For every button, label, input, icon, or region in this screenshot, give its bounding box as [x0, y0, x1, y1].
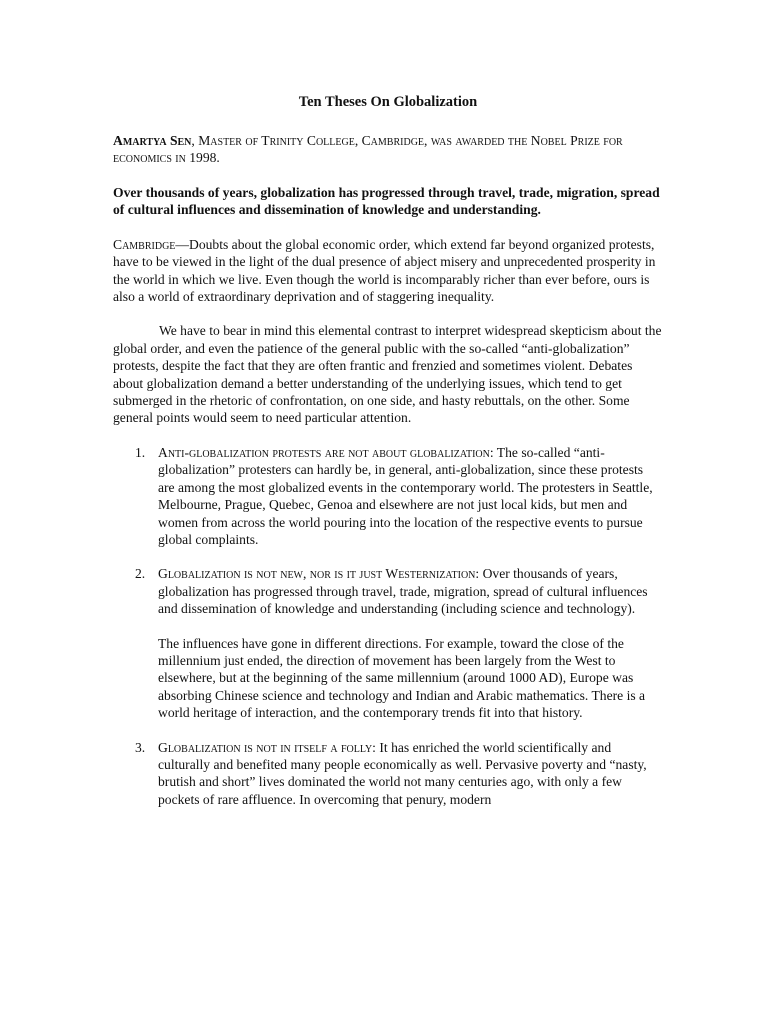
- lead-summary: Over thousands of years, globalization has progressed through travel, trade, migration, spread of cultural influences and dissemination of knowledge and understanding.: [113, 185, 660, 218]
- thesis-number: 2.: [135, 566, 146, 582]
- dateline: Cambridge: [113, 236, 176, 252]
- thesis-subparagraph: The influences have gone in different directions. For example, toward the close of the millennium just ended, the direction of movement has been largely from the West to elsewhere, but at the beginning of the same millennium (around 1000 AD), Europe was absorbing Chinese science and technology and Indian and Arabic mathematics. There is a world heritage of interaction, and the contemporary trends fit into that history.: [158, 635, 646, 721]
- thesis-heading: Globalization is not in itself a folly:: [158, 739, 376, 755]
- theses-list: [113, 444, 663, 808]
- thesis-item: [113, 739, 663, 809]
- thesis-item: [113, 444, 663, 548]
- thesis-heading: Globalization is not new, nor is it just Westernization:: [158, 566, 480, 582]
- thesis-text: Over thousands of years, globalization has progressed through travel, trade, migration, spread of cultural influences and dissemination of knowledge and understanding (including science and technology).: [158, 566, 648, 617]
- thesis-number: 3.: [135, 739, 146, 755]
- thesis-text: The so-called “anti-globalization” protesters can hardly be, in general, anti-globalization, since these protests are among the most globalized events in the contemporary world. The protesters in Seattle, Melbourne, Prague, Quebec, Genoa and elsewhere are not just local kids, but men and women from across the world pouring into the location of the respective events to pursue global complaints.: [158, 444, 653, 547]
- thesis-text: It has enriched the world scientifically and culturally and benefited many people economically as well. Pervasive poverty and “nasty, brutish and short” lives dominated the world not many centuries ago, with only a few pockets of rare affluence. In overcoming that penury, modern: [158, 739, 647, 807]
- author-byline: [113, 132, 663, 166]
- author-name: Amartya Sen: [113, 133, 192, 148]
- thesis-item: [113, 565, 663, 721]
- document-title: Ten Theses On Globalization: [298, 94, 478, 110]
- thesis-number: 1.: [135, 444, 146, 460]
- intro-text: —Doubts about the global economic order, which extend far beyond organized protests, have to be viewed in the light of the dual presence of abject misery and unprecedented prosperity in the world in which we live. Even though the world is incomparably richer than ever before, ours is also a world of extraordinary deprivation and of staggering inequality.: [113, 236, 656, 305]
- thesis-heading: Anti-globalization protests are not about globalization:: [158, 444, 494, 460]
- body-paragraph: We have to bear in mind this elemental contrast to interpret widespread skepticism about the global order, and even the patience of the general public with the so-called “anti-globalization” protests, despite the fact that they are often frantic and frenzied and sometimes violent. Debates about globalization demand a better understanding of the underlying issues, which tend to get submerged in the rhetoric of confrontation, on one side, and hasty rebuttals, on the other. Some general points would seem to need particular attention.: [113, 323, 662, 426]
- intro-paragraph: [113, 236, 663, 306]
- author-description: , Master of Trinity College, Cambridge, was awarded the Nobel Prize for economics in 1998.: [113, 133, 623, 165]
- document-page: [113, 93, 663, 825]
